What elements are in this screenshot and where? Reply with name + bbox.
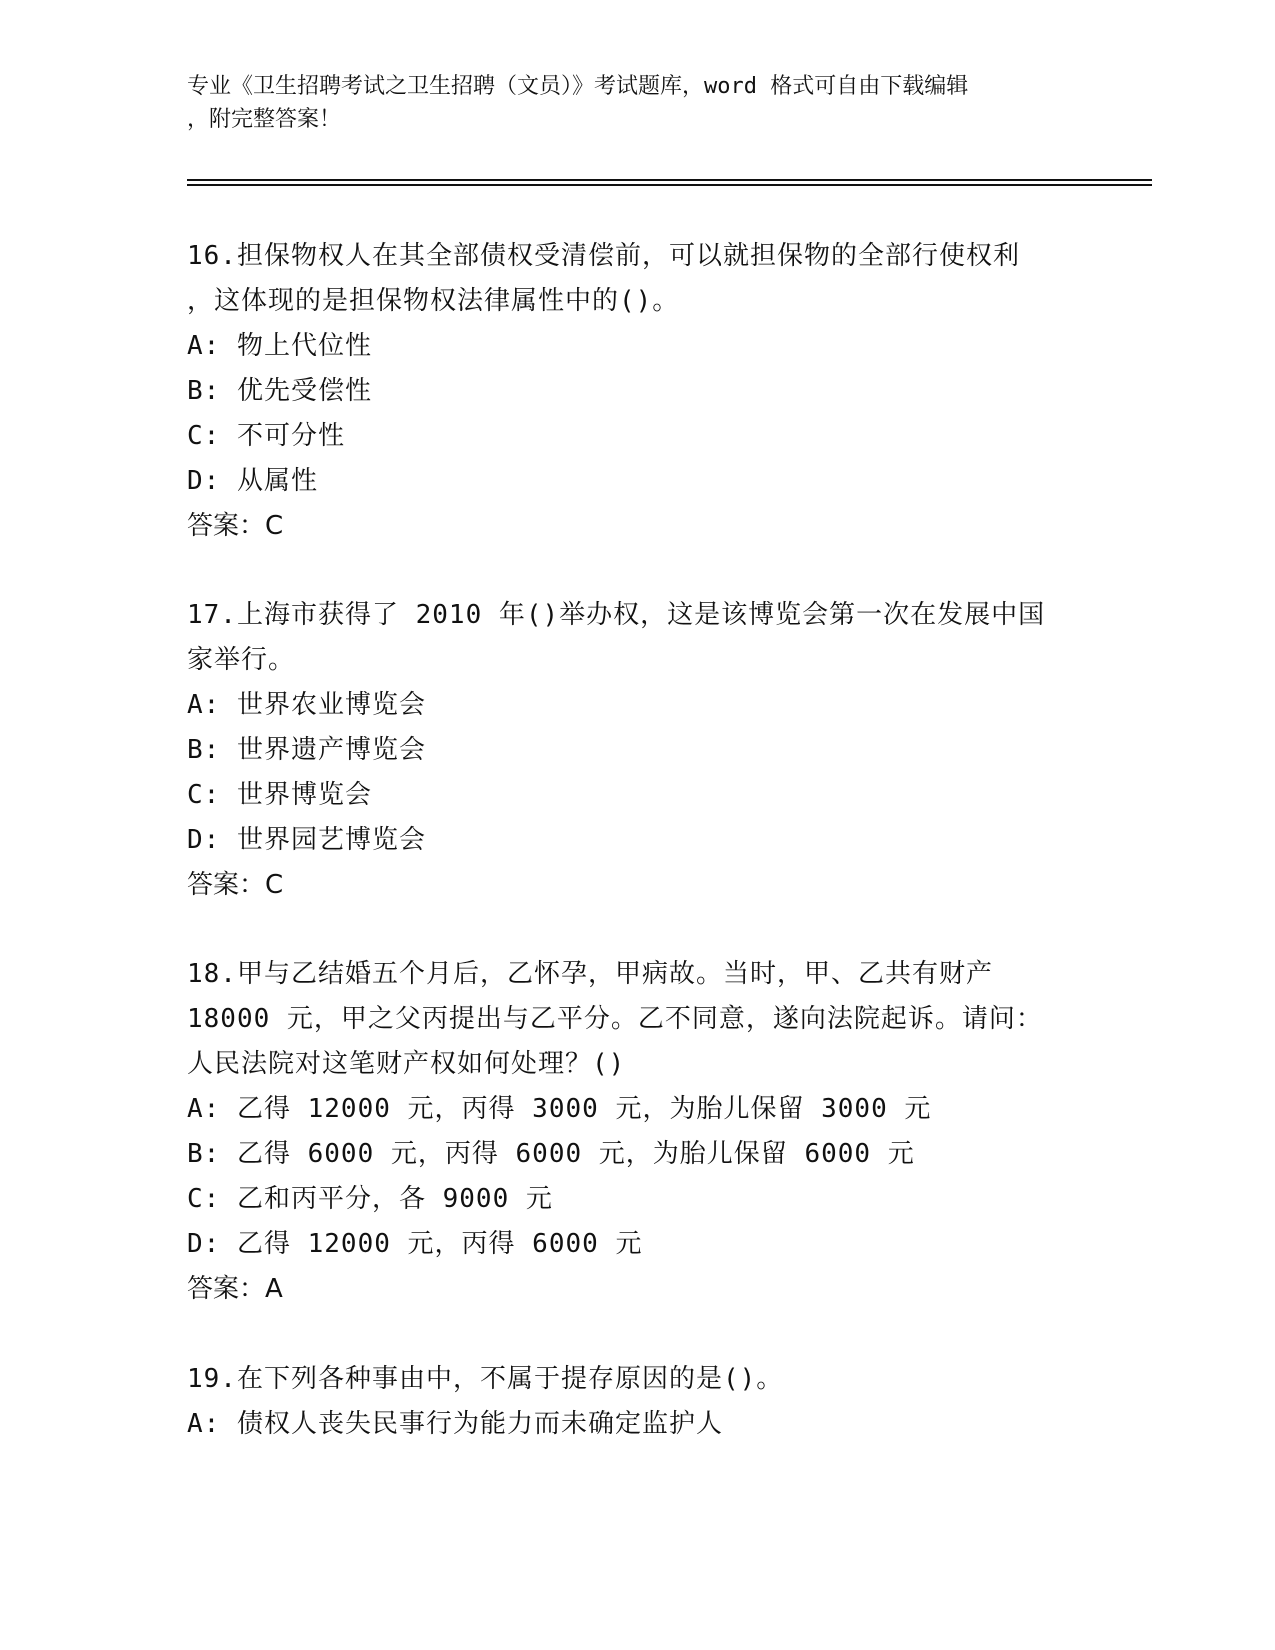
- option-b: B: 世界遗产博览会: [187, 735, 426, 765]
- header-divider-top: [187, 179, 1152, 181]
- question-stem-line: 人民法院对这笔财产权如何处理？(): [187, 1049, 626, 1079]
- option-d: D: 乙得 12000 元，丙得 6000 元: [187, 1229, 643, 1259]
- answer: 答案：C: [187, 511, 284, 541]
- question-stem-line: 19.在下列各种事由中，不属于提存原因的是()。: [187, 1364, 784, 1394]
- document-header: [187, 70, 1087, 136]
- question-17: [187, 593, 1147, 908]
- question-stem-line: ，这体现的是担保物权法律属性中的()。: [187, 286, 680, 316]
- answer: 答案：A: [187, 1274, 283, 1304]
- option-b: B: 乙得 6000 元，丙得 6000 元，为胎儿保留 6000 元: [187, 1139, 915, 1169]
- option-a: A: 乙得 12000 元，丙得 3000 元，为胎儿保留 3000 元: [187, 1094, 932, 1124]
- option-d: D: 从属性: [187, 466, 318, 496]
- option-a: A: 物上代位性: [187, 331, 372, 361]
- question-16: [187, 234, 1147, 549]
- option-d: D: 世界园艺博览会: [187, 825, 426, 855]
- question-stem-line: 18.甲与乙结婚五个月后，乙怀孕，甲病故。当时，甲、乙共有财产: [187, 959, 993, 989]
- question-18: [187, 952, 1147, 1312]
- question-stem-line: 家举行。: [187, 645, 296, 675]
- question-stem-line: 18000 元，甲之父丙提出与乙平分。乙不同意，遂向法院起诉。请问：: [187, 1004, 1043, 1034]
- option-a: A: 债权人丧失民事行为能力而未确定监护人: [187, 1409, 723, 1439]
- header-divider-bottom: [187, 184, 1152, 186]
- option-c: C: 不可分性: [187, 421, 345, 451]
- option-b: B: 优先受偿性: [187, 376, 372, 406]
- option-c: C: 世界博览会: [187, 780, 372, 810]
- option-a: A: 世界农业博览会: [187, 690, 426, 720]
- option-c: C: 乙和丙平分，各 9000 元: [187, 1184, 553, 1214]
- header-line-2: ，附完整答案！: [187, 107, 342, 132]
- question-stem-line: 16.担保物权人在其全部债权受清偿前，可以就担保物的全部行使权利: [187, 241, 1020, 271]
- answer: 答案：C: [187, 870, 284, 900]
- question-stem-line: 17.上海市获得了 2010 年()举办权，这是该博览会第一次在发展中国: [187, 600, 1046, 630]
- header-line-1: 专业《卫生招聘考试之卫生招聘（文员）》考试题库，word 格式可自由下载编辑: [187, 74, 969, 99]
- question-19: [187, 1357, 1147, 1447]
